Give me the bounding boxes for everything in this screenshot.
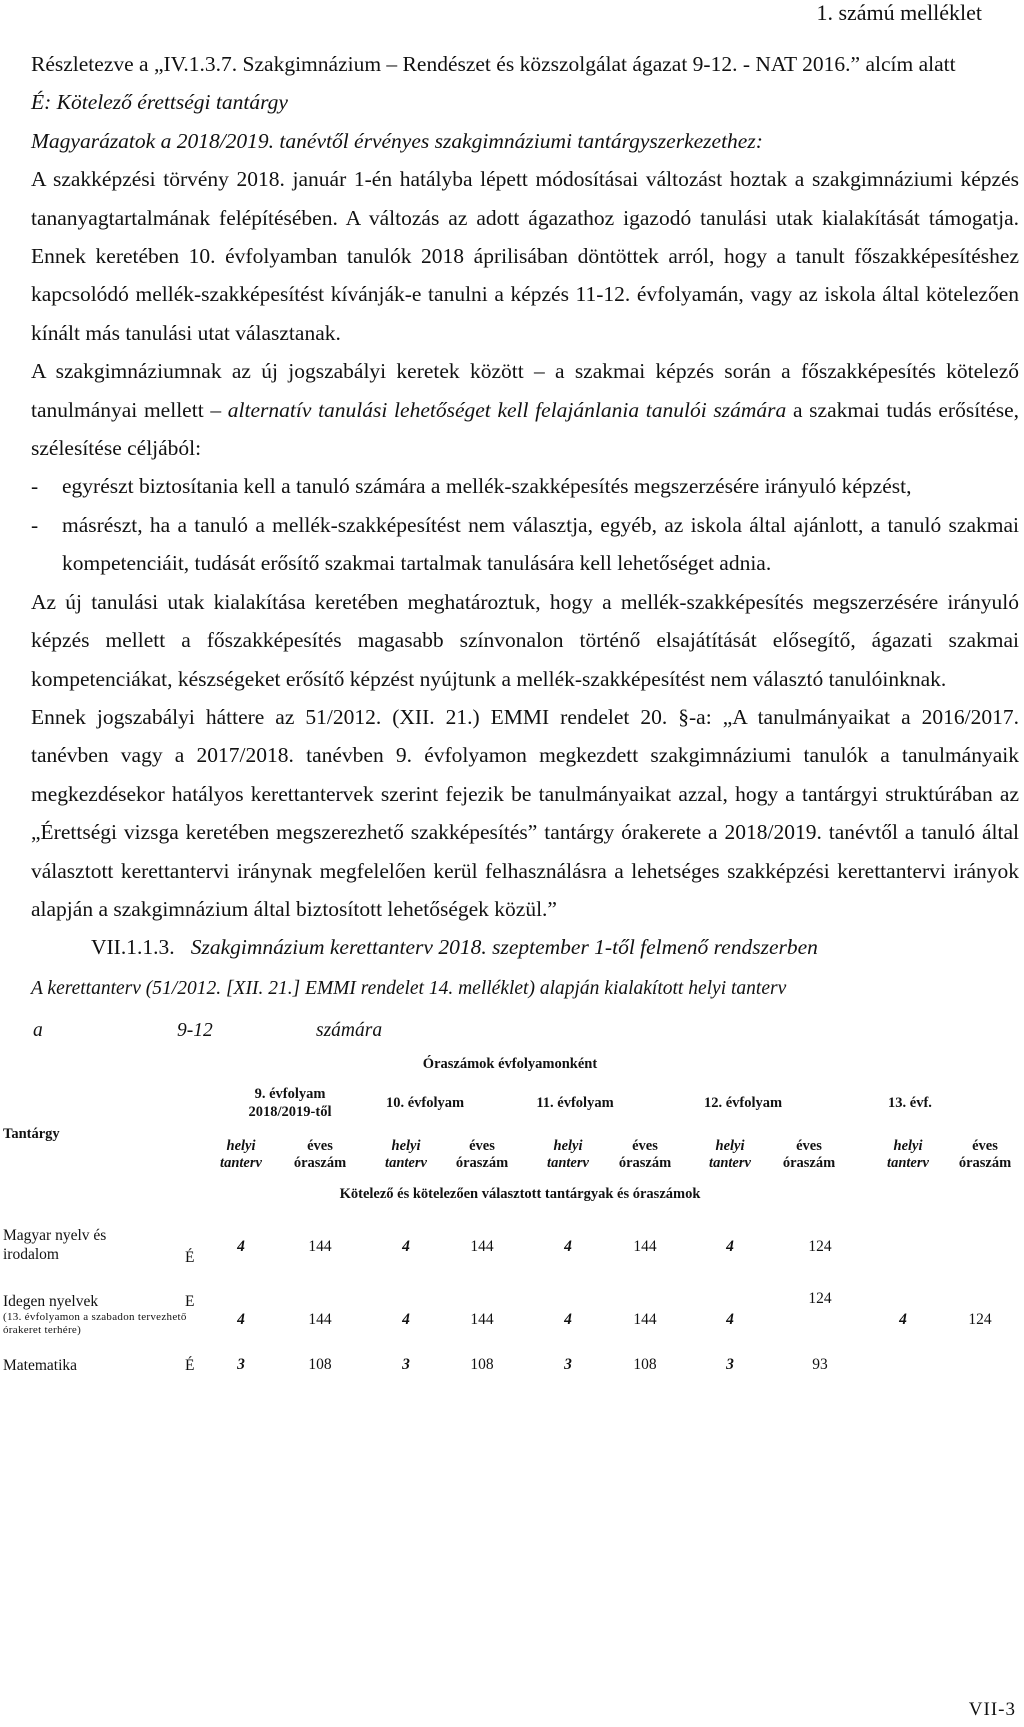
sub-header-hours-label: éves [796,1138,822,1154]
row-subject: Idegen nyelvek [3,1293,99,1310]
dash-item [31,467,1019,505]
sub-header-local-plan-label: helyi [893,1138,923,1154]
row-cell: 108 [633,1356,657,1373]
sub-header-hours-label: éves [469,1138,495,1154]
dash-item-text: egyrészt biztosítania kell a tanuló számára a mellék-szakképesítés megszerzésére irányuló képzést, [62,474,912,499]
row-cell: 4 [237,1311,245,1328]
row-cell: 3 [237,1356,245,1373]
sub-header-hours-label: óraszám [455,1155,509,1171]
section-title: Szakgimnázium kerettanterv 2018. szeptember 1-től felmenő rendszerben [190,935,818,960]
row-cell: 4 [402,1238,410,1255]
sub-header-local-plan-label: helyi [226,1138,256,1154]
sub-header-local-plan-label: tanterv [887,1155,929,1171]
sub-header-hours-label: óraszám [782,1155,836,1171]
paragraph-alternative [31,352,1019,467]
section-heading [31,928,1019,966]
sub-header-local-plan-label: tanterv [547,1155,589,1171]
paragraph-new-paths: Az új tanulási utak kialakítása keretében meghatároztuk, hogy a mellék-szakképesítés megszerzésére irányuló képzés mellett a főszakképesítés magasabb színvonalon történő elsajátítását elősegítő, ágazati szakmai kompetenciákat, készségeket erősítő képzést nyújtunk a mellék-szakképesítést nem választó tanulóinknak. [31,589,1019,691]
row-cell: 144 [308,1311,332,1328]
sub-header-hours-label: óraszám [958,1155,1012,1171]
row-cell: 108 [470,1356,494,1373]
subheading-a: a [33,1020,43,1041]
curriculum-subheading: A kerettanterv (51/2012. [XII. 21.] EMMI rendelet 14. melléklet) alapján kialakított helyi tanterv [31,978,787,999]
row-cell: 124 [808,1290,832,1307]
row-cell: 124 [808,1238,832,1255]
sub-header-local-plan-label: tanterv [220,1155,262,1171]
body-text [31,45,1019,967]
row-cell: 3 [402,1356,410,1373]
year-header-12: 12. évfolyam [703,1095,783,1111]
row-cell: 4 [237,1238,245,1255]
row-cell: 144 [633,1238,657,1255]
sub-header-local-plan-label: helyi [715,1138,745,1154]
sub-header-local-plan-9 [211,1138,271,1172]
sub-header-hours-9 [285,1138,355,1172]
year-header-9 [230,1085,350,1121]
sub-header-hours-10 [447,1138,517,1172]
year-header-9-line2: 2018/2019-től [248,1104,332,1120]
subheading-grades: 9-12 [177,1020,213,1041]
table-super-header: Óraszámok évfolyamonként [422,1056,598,1072]
row-cell: 3 [564,1356,572,1373]
paragraph-alternative-emphasis: alternatív tanulási lehetőséget kell felajánlania tanulói számára [227,397,787,422]
row-subject: Matematika [3,1357,78,1374]
sub-header-hours-label: óraszám [618,1155,672,1171]
paragraph-alternative-start: A szakgimnáziumnak az új jogszabályi keretek között – a szakmai képzés során a főszakképesítés kötelező tanulmányai mellett – [31,359,1019,422]
sub-header-local-plan-13 [878,1138,938,1172]
paragraph-legal-background: Ennek jogszabályi háttere az 51/2012. (XII. 21.) EMMI rendelet 20. §-a: „A tanulmányaikat a 2016/2017. tanévben vagy a 2017/2018. tanévben 9. évfolyamon megkezdett szakgimnáziumi tanulók a tanulmányaik megkezdésekor hatályos kerettantervek szerint fejezik be tanulmányaikat azzal, hogy a tantárgyi struktúrában az „Érettségi vizsga keretében megszerezhető szakképesítés” tantárgy órakerete a 2018/2019. tanévtől a tanuló által választott kerettantervi iránynak megfelelően kerül felhasználásra a lehetséges szakképzési kerettantervi irányok alapján a szakgimnázium által biztosított lehetőségek közül.” [31,704,1019,921]
intro-paragraph: Részletezve a „IV.1.3.7. Szakgimnázium – Rendészet és közszolgálat ágazat 9-12. - NAT 2016.” alcím alatt [31,52,956,76]
sub-header-hours-label: éves [972,1138,998,1154]
row-cell: 144 [470,1311,494,1328]
row-cell: 4 [564,1311,572,1328]
row-cell: 4 [402,1311,410,1328]
row-cell: 144 [308,1238,332,1255]
row-exam-mark: É [185,1249,195,1266]
sub-header-hours-12 [774,1138,844,1172]
sub-header-hours-label: éves [307,1138,333,1154]
sub-header-hours-13 [950,1138,1020,1172]
annex-label: 1. számú melléklet [816,0,982,25]
row-cell: 4 [564,1238,572,1255]
row-cell: 4 [726,1311,734,1328]
sub-header-local-plan-label: tanterv [709,1155,751,1171]
row-cell: 4 [899,1311,907,1328]
table-subject-header: Tantárgy [3,1126,60,1142]
explanation-heading: Magyarázatok a 2018/2019. tanévtől érvényes szakgimnáziumi tantárgyszerkezethez: [31,128,763,153]
row-exam-mark: É [185,1357,195,1374]
year-header-11: 11. évfolyam [536,1095,614,1111]
dash-marker: - [31,474,39,499]
row-cell: 3 [726,1356,734,1373]
sub-header-local-plan-12 [700,1138,760,1172]
page-number: VII-3 [968,1699,1016,1720]
row-cell: 4 [726,1238,734,1255]
row-cell: 144 [633,1311,657,1328]
row-subject-note: (13. évfolyamon a szabadon tervezhető órakeret terhére) [3,1311,187,1336]
dash-item-text: másrészt, ha a tanuló a mellék-szakképesítést nem választja, egyéb, az iskola által ajánlott, a tanuló szakmai kompetenciáit, tudását erősítő szakmai tartalmak tanulására kell lehetőséget adnia. [62,512,1019,576]
sub-header-local-plan-label: helyi [553,1138,583,1154]
sub-header-hours-label: óraszám [293,1155,347,1171]
row-cell: 93 [812,1356,828,1373]
dash-marker: - [31,512,39,537]
subheading-for: számára [316,1020,383,1041]
table-band-heading: Kötelező és kötelezően választott tantárgyak és óraszámok [339,1186,701,1202]
year-header-9-line1: 9. évfolyam [254,1086,326,1102]
sub-header-hours-11 [610,1138,680,1172]
row-cell: 124 [968,1311,992,1328]
legend-note: É: Kötelező érettségi tantárgy [31,90,288,115]
sub-header-local-plan-label: tanterv [385,1155,427,1171]
row-exam-mark: E [185,1293,195,1310]
row-cell: 144 [470,1238,494,1255]
year-header-10: 10. évfolyam [385,1095,465,1111]
sub-header-local-plan-label: helyi [391,1138,421,1154]
row-cell: 108 [308,1356,332,1373]
dash-item [31,506,1019,583]
section-number: VII.1.1.3. [91,935,175,960]
sub-header-local-plan-10 [376,1138,436,1172]
year-header-13: 13. évf. [888,1095,932,1111]
sub-header-local-plan-11 [538,1138,598,1172]
row-subject: Magyar nyelv és irodalom [3,1227,107,1263]
paragraph-law-change: A szakképzési törvény 2018. január 1-én hatályba lépett módosításai változást hoztak a szakgimnáziumi képzés tananyagtartalmának felépítésében. A változás az adott ágazathoz igazodó tanulási utak kialakítását támogatja. Ennek keretében 10. évfolyamban tanulók 2018 áprilisában döntöttek arról, hogy a tanult főszakképesítéshez kapcsolódó mellék-szakképesítést kívánják-e tanulni a képzés 11-12. évfolyamán, vagy az iskola által kötelezően kínált más tanulási utat választanak. [31,167,1019,345]
paragraph-alternative-end: a szakmai tudás erősítése, szélesítése céljából: [31,397,1019,461]
sub-header-hours-label: éves [632,1138,658,1154]
